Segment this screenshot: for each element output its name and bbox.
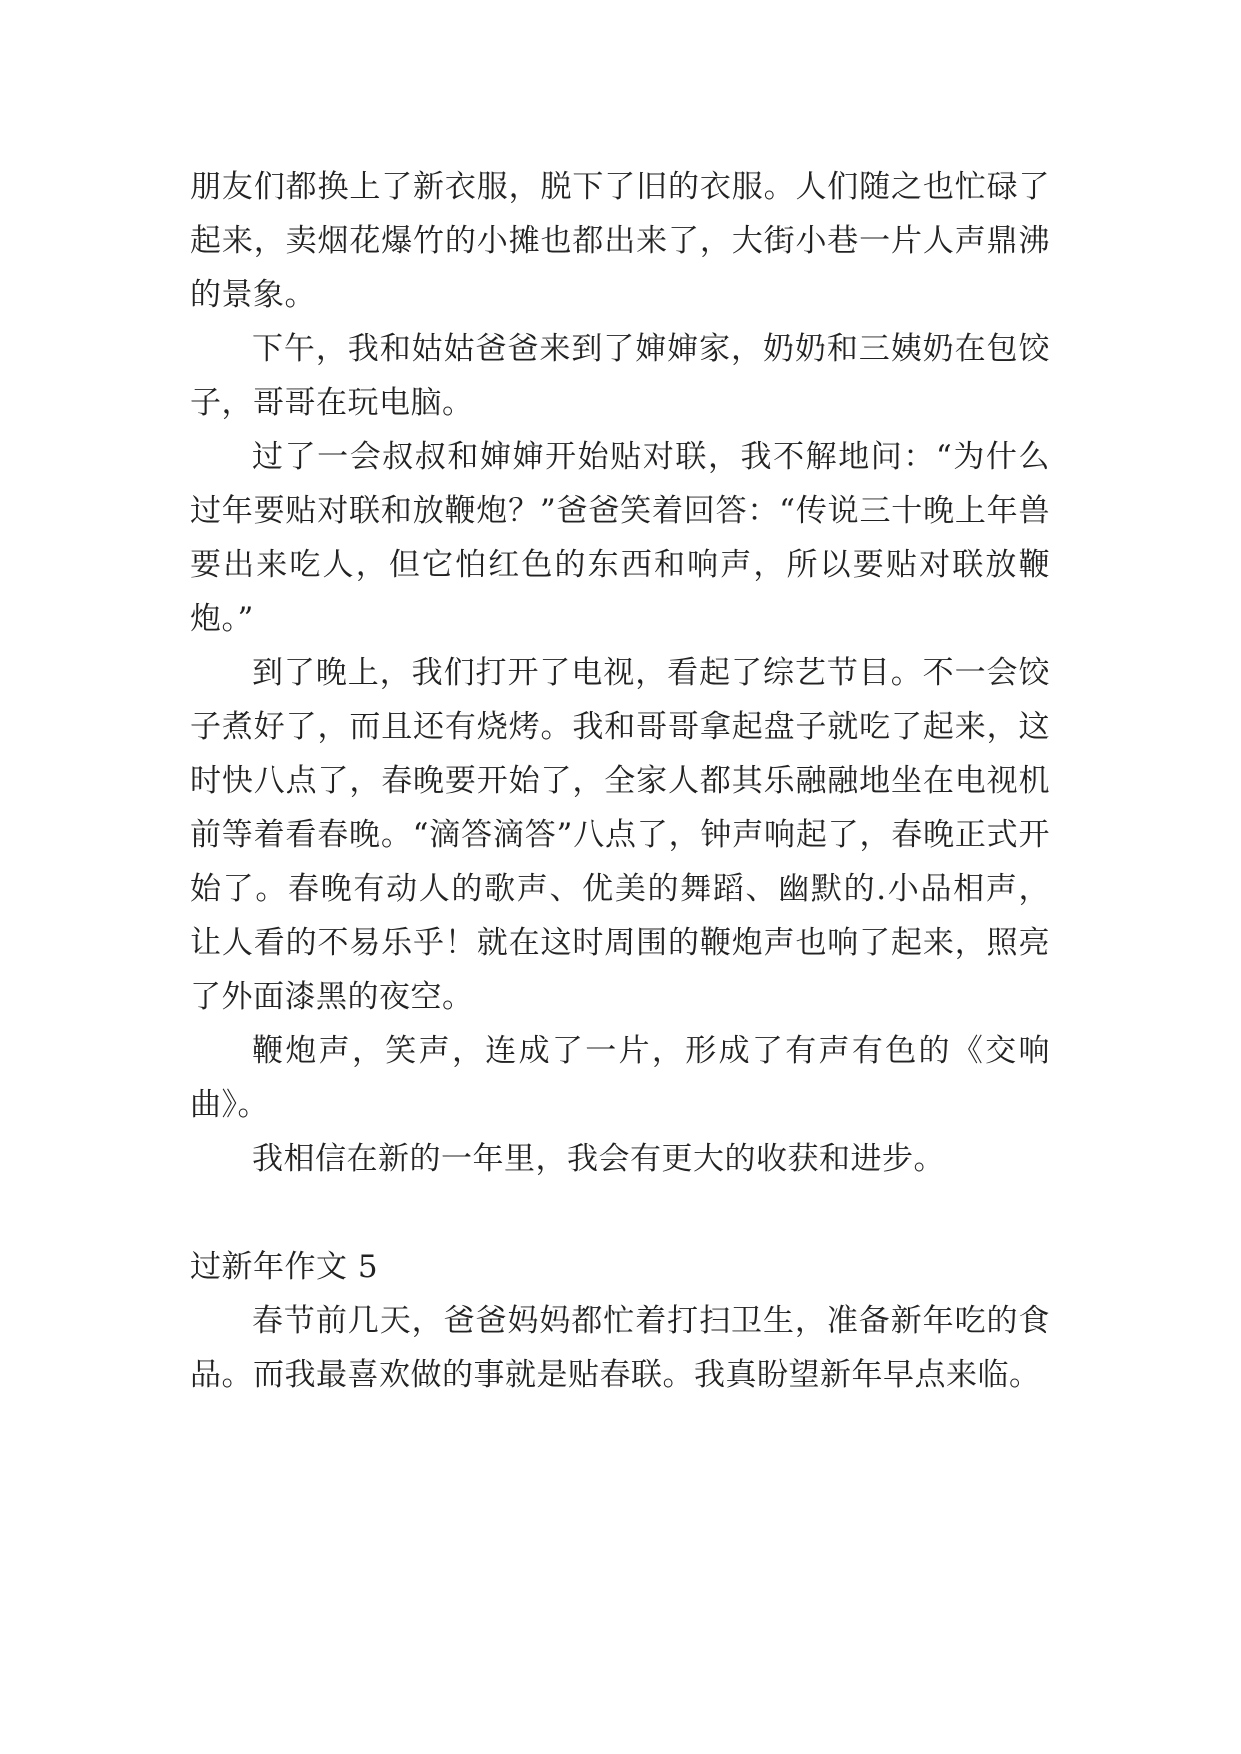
paragraph: 春节前几天，爸爸妈妈都忙着打扫卫生，准备新年吃的食品。而我最喜欢做的事就是贴春联。我真盼望新年早点来临。 bbox=[190, 1303, 1050, 1393]
paragraph: 我相信在新的一年里，我会有更大的收获和进步。 bbox=[252, 1141, 945, 1177]
document-body bbox=[190, 160, 1050, 1402]
paragraph: 鞭炮声，笑声，连成了一片，形成了有声有色的《交响曲》。 bbox=[190, 1033, 1050, 1123]
paragraph: 过了一会叔叔和婶婶开始贴对联，我不解地问：“为什么过年要贴对联和放鞭炮？”爸爸笑着回答：“传说三十晚上年兽要出来吃人，但它怕红色的东西和响声，所以要贴对联放鞭炮。” bbox=[190, 439, 1050, 637]
paragraph: 到了晚上，我们打开了电视，看起了综艺节目。不一会饺子煮好了，而且还有烧烤。我和哥哥拿起盘子就吃了起来，这时快八点了，春晚要开始了，全家人都其乐融融地坐在电视机前等着看春晚。“滴答滴答”八点了，钟声响起了，春晚正式开始了。春晚有动人的歌声、优美的舞蹈、幽默的.小品相声，让人看的不易乐乎！就在这时周围的鞭炮声也响了起来，照亮了外面漆黑的夜空。 bbox=[190, 655, 1050, 1015]
paragraph: 下午，我和姑姑爸爸来到了婶婶家，奶奶和三姨奶在包饺子，哥哥在玩电脑。 bbox=[190, 331, 1050, 421]
section-heading: 过新年作文 5 bbox=[190, 1249, 379, 1285]
paragraph: 朋友们都换上了新衣服，脱下了旧的衣服。人们随之也忙碌了起来，卖烟花爆竹的小摊也都出来了，大街小巷一片人声鼎沸的景象。 bbox=[190, 169, 1050, 313]
